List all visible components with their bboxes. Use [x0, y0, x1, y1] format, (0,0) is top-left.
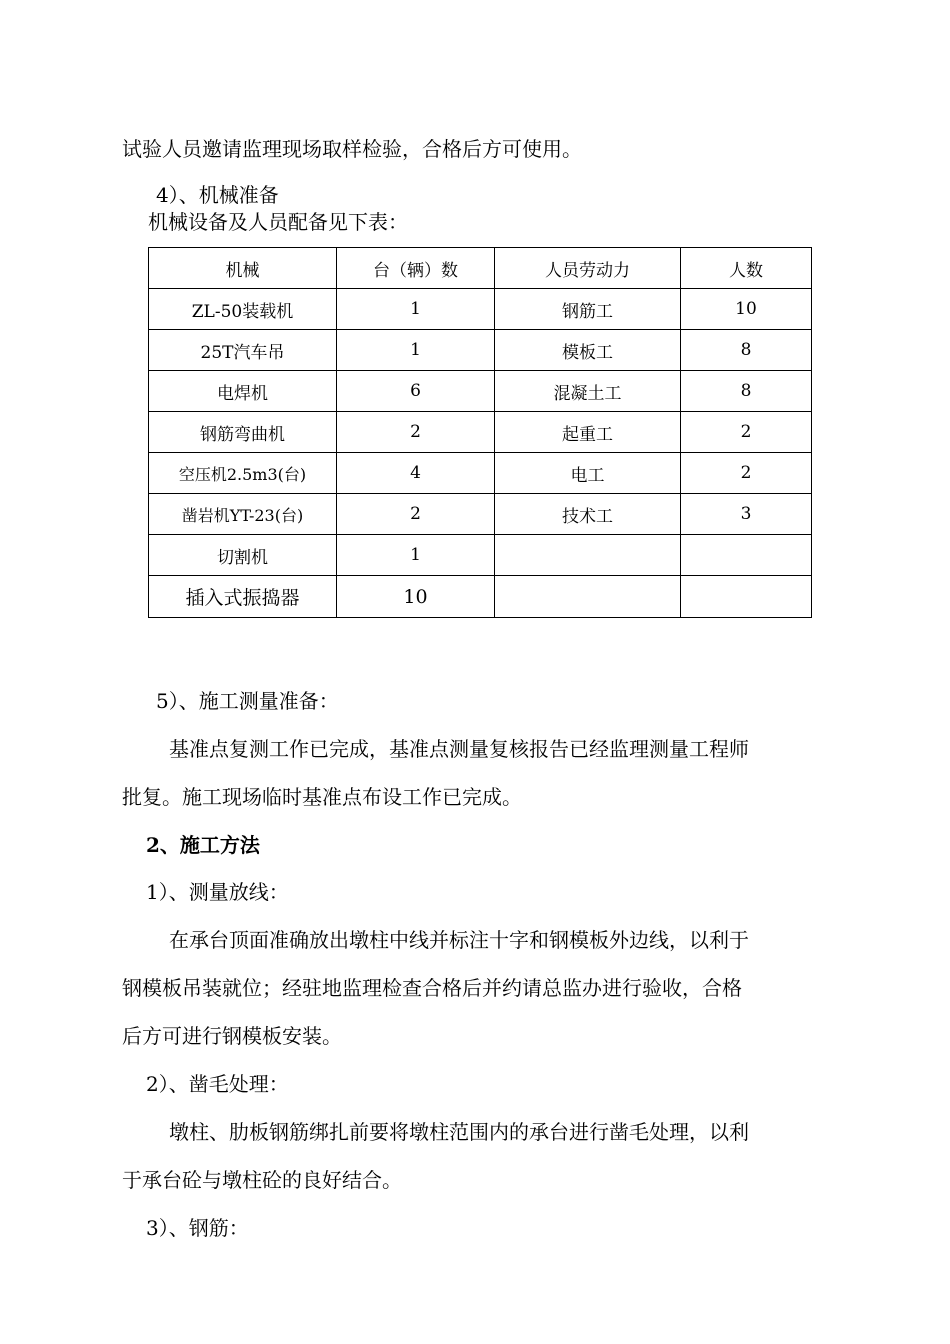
rebar-heading: 3）、钢筋： [146, 1216, 249, 1240]
table-row [149, 412, 812, 453]
table-row [149, 330, 812, 371]
survey-layout-heading: 1）、测量放线： [146, 880, 289, 904]
cell-machine: 凿岩机YT-23(台) [149, 494, 337, 535]
cell-headcount: 8 [681, 371, 812, 412]
table-row [149, 289, 812, 330]
cell-machine: 25T汽车吊 [149, 330, 337, 371]
header-quantity: 台（辆）数 [337, 248, 495, 289]
cell-machine: 插入式振捣器 [149, 576, 337, 618]
header-labor: 人员劳动力 [495, 248, 681, 289]
cell-quantity: 4 [337, 453, 495, 494]
table-header-row [149, 248, 812, 289]
cell-labor: 技术工 [495, 494, 681, 535]
cell-machine: 空压机2.5m3(台) [149, 453, 337, 494]
cell-headcount [681, 535, 812, 576]
cell-headcount: 10 [681, 289, 812, 330]
survey-prep-paragraph-line: 批复。施工现场临时基准点布设工作已完成。 [122, 785, 522, 809]
survey-prep-paragraph-line: 基准点复测工作已完成，基准点测量复核报告已经监理测量工程师 [169, 737, 749, 761]
table-row [149, 535, 812, 576]
cell-quantity: 2 [337, 494, 495, 535]
table-row [149, 576, 812, 618]
cell-labor: 混凝土工 [495, 371, 681, 412]
intro-line: 试验人员邀请监理现场取样检验，合格后方可使用。 [122, 137, 582, 161]
cell-machine: ZL-50装载机 [149, 289, 337, 330]
cell-headcount: 2 [681, 453, 812, 494]
cell-machine: 电焊机 [149, 371, 337, 412]
cell-labor: 钢筋工 [495, 289, 681, 330]
chiseling-heading: 2）、凿毛处理： [146, 1072, 289, 1096]
cell-machine: 钢筋弯曲机 [149, 412, 337, 453]
survey-layout-paragraph-line: 在承台顶面准确放出墩柱中线并标注十字和钢模板外边线，以利于 [169, 928, 749, 952]
cell-quantity: 1 [337, 535, 495, 576]
header-machine: 机械 [149, 248, 337, 289]
survey-layout-paragraph-line: 钢模板吊装就位；经驻地监理检查合格后并约请总监办进行验收，合格 [122, 976, 742, 1000]
cell-headcount [681, 576, 812, 618]
cell-headcount: 8 [681, 330, 812, 371]
cell-quantity: 10 [337, 576, 495, 618]
chiseling-paragraph-line: 墩柱、肋板钢筋绑扎前要将墩柱范围内的承台进行凿毛处理，以利 [169, 1120, 749, 1144]
equipment-table-container [148, 247, 811, 616]
cell-labor [495, 535, 681, 576]
survey-prep-heading: 5）、施工测量准备： [156, 689, 339, 713]
machinery-prep-heading: 4）、机械准备 [156, 183, 279, 207]
method-heading: 2、施工方法 [146, 833, 260, 857]
cell-labor [495, 576, 681, 618]
cell-labor: 电工 [495, 453, 681, 494]
chiseling-paragraph-line: 于承台砼与墩柱砼的良好结合。 [122, 1168, 402, 1192]
cell-quantity: 2 [337, 412, 495, 453]
header-headcount: 人数 [681, 248, 812, 289]
table-row [149, 494, 812, 535]
table-row [149, 453, 812, 494]
cell-quantity: 6 [337, 371, 495, 412]
cell-headcount: 2 [681, 412, 812, 453]
table-row [149, 371, 812, 412]
cell-labor: 模板工 [495, 330, 681, 371]
cell-quantity: 1 [337, 330, 495, 371]
table-caption: 机械设备及人员配备见下表： [148, 210, 408, 234]
cell-machine: 切割机 [149, 535, 337, 576]
equipment-table [148, 247, 812, 618]
cell-labor: 起重工 [495, 412, 681, 453]
cell-quantity: 1 [337, 289, 495, 330]
survey-layout-paragraph-line: 后方可进行钢模板安装。 [122, 1024, 342, 1048]
cell-headcount: 3 [681, 494, 812, 535]
